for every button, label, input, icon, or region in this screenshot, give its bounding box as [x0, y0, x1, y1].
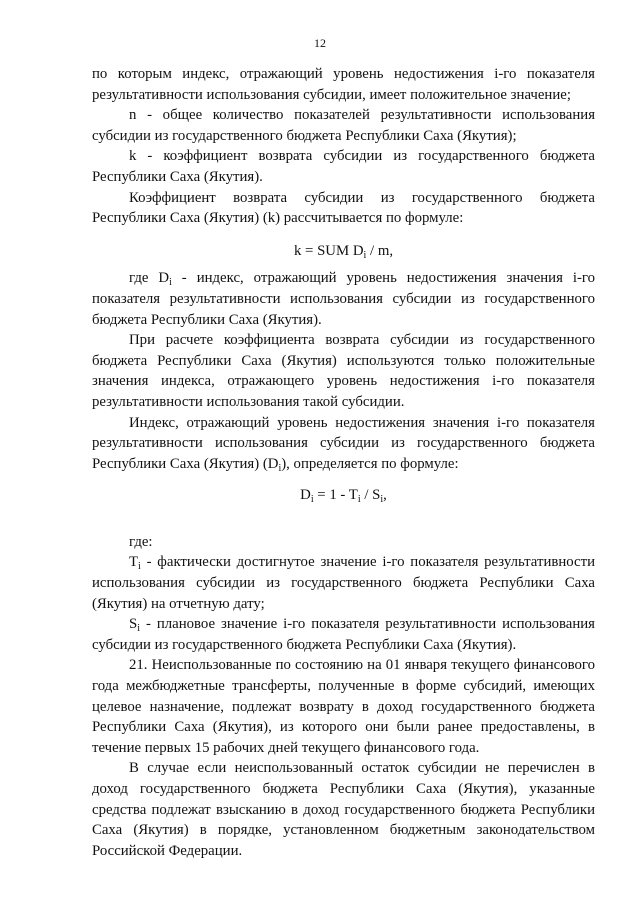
formula-d-right-subscript: i	[380, 494, 384, 506]
d-formula-intro-subscript: i	[278, 462, 282, 474]
paragraph-definition-k: k - коэффициент возврата субсидии из государственного бюджета Республики Саха (Якутия).	[92, 148, 595, 185]
paragraph-positive-values: При расчете коэффициента возврата субсидии из государственного бюджета Республики Саха (Якутия) используются только положительные значения индекса, отражающего уровень недостижения i-го показателя результативности использования такой субсидии.	[92, 332, 595, 410]
paragraph-clause-21: 21. Неиспользованные по состоянию на 01 января текущего финансового года межбюджетные трансферты, полученные в форме субсидий, имеющих целевое назначение, подлежат возврату в доход государственного бюджета Республики Саха (Якутия), из которого они были ранее предоставлены, в течение первых 15 рабочих дней текущего финансового года.	[92, 657, 595, 756]
formula-k-right: / m,	[366, 242, 394, 259]
paragraph-where: где:	[129, 533, 153, 550]
formula-d-end: ,	[383, 487, 387, 504]
formula-k	[92, 241, 595, 262]
d-formula-intro-end: ), определяется по формуле:	[281, 455, 459, 472]
definition-d-prefix: где D	[129, 270, 170, 287]
paragraph-k-formula-intro: Коэффициент возврата субсидии из государственного бюджета Республики Саха (Якутия) (k) рассчитывается по формуле:	[92, 189, 595, 227]
paragraph-recovery: В случае если неиспользованный остаток субсидии не перечислен в доход государственного бюджета Республики Саха (Якутия), указанные средства подлежат взысканию в доход государственного бюджета Республики Саха (Якутия) в порядке, установленном бюджетным законодательством Российской Федерации.	[92, 760, 595, 859]
paragraph-definition-t	[92, 552, 595, 614]
formula-k-subscript: i	[363, 249, 367, 261]
formula-d-left: D	[300, 487, 311, 504]
formula-d	[92, 485, 595, 506]
document-body	[92, 64, 595, 861]
spacer	[92, 519, 595, 532]
definition-d-text: - индекс, отражающий уровень недостижения значения i-го показателя результативности использования субсидии из государственного бюджета Республики Саха (Якутия).	[92, 270, 595, 328]
paragraph-continuation: по которым индекс, отражающий уровень недостижения i-го показателя результативности использования субсидии, имеет положительное значение;	[92, 66, 595, 103]
definition-t-subscript: i	[138, 561, 141, 573]
paragraph-d-formula-intro	[92, 413, 595, 475]
definition-t-text: - фактически достигнутое значение i-го показателя результативности использования субсидии из государственного бюджета Республики Саха (Якутия) на отчетную дату;	[92, 554, 595, 612]
formula-d-slash: / S	[360, 487, 381, 504]
formula-d-mid-subscript: i	[357, 494, 361, 506]
definition-s-subscript: i	[137, 623, 141, 635]
d-formula-intro-text: Индекс, отражающий уровень недостижения значения i-го показателя результативности использования субсидии из государственного бюджета Республики Саха (Якутия) (D	[92, 414, 595, 472]
definition-t-symbol: T	[129, 554, 139, 571]
paragraph-definition-s	[92, 614, 595, 655]
formula-k-left: k = SUM D	[293, 242, 364, 259]
formula-d-mid: = 1 - T	[313, 487, 358, 504]
formula-d-left-subscript: i	[310, 494, 314, 506]
definition-s-text: - плановое значение i-го показателя результативности использования субсидии из государственного бюджета Республики Саха (Якутия).	[92, 616, 595, 653]
paragraph-definition-n: n - общее количество показателей результативности использования субсидии из государственного бюджета Республики Саха (Якутия);	[92, 107, 595, 144]
definition-d-subscript: i	[169, 277, 172, 289]
paragraph-definition-d	[92, 268, 595, 330]
page-number: 12	[314, 36, 326, 50]
definition-s-symbol: S	[129, 616, 138, 633]
